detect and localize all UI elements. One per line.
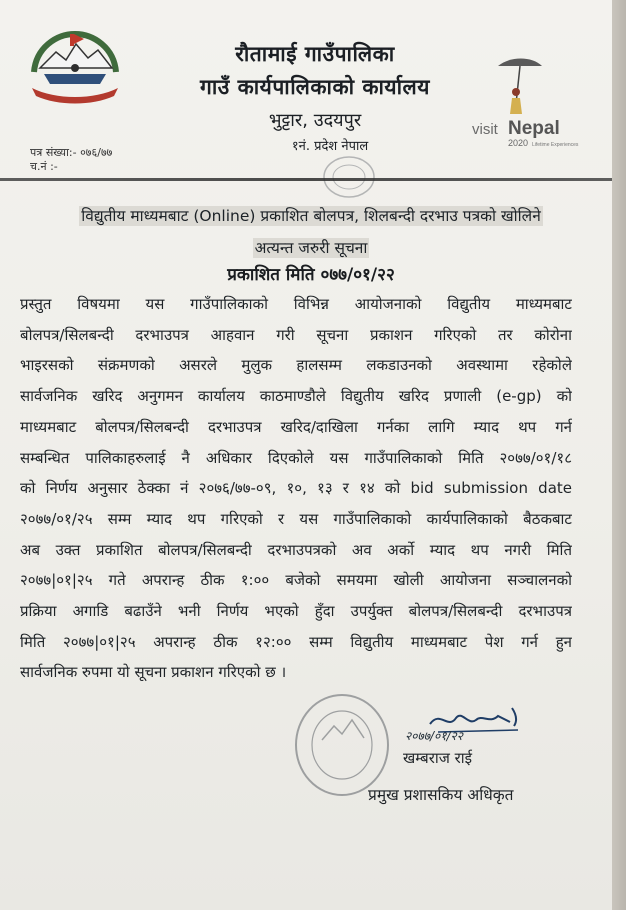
- body-line: अब उक्त प्रकाशित बोलपत्र/सिलबन्दी दरभाउपत्रको अव अर्को म्याद थप नगरी मिति: [20, 540, 572, 559]
- dispatch-number: च.नं :-: [30, 160, 58, 173]
- body-line: माध्यमबाट बोलपत्र/सिलबन्दी दरभाउपत्र खरिद/दाखिला गर्नका लागि म्याद थप गर्न: [20, 417, 572, 436]
- province-name: १नं. प्रदेश नेपाल: [291, 139, 369, 154]
- body-line: प्रक्रिया अगाडि बढाउँने भनी निर्णय भएको हुँदा उपर्युक्त बोलपत्र/सिलबन्दी दरभाउपत्र: [20, 602, 572, 621]
- body-line: प्रस्तुत विषयमा यस गाउँपालिकाको विभिन्न आयोजनाको विद्युतीय माध्यमबाट: [20, 295, 572, 313]
- body-line: मिति २०७७|०१|२५ अपरान्ह ठीक १२:०० सम्म विद्युतीय माध्यमबाट पेश गर्न हुन: [20, 632, 572, 651]
- body-line: सम्बन्धित पालिकाहरुलाई नै अधिकार दिएकोले यस गाउँपालिकाको मिति २०७७/०१/१८: [20, 448, 572, 467]
- office-name: गाउँ कार्यपालिकाको कार्यालय: [200, 75, 430, 99]
- body-line: सार्वजनिक खरिद अनुगमन कार्यालय काठमाण्डौले विद्युतीय खरिद प्रणाली (e-gp) को: [20, 387, 572, 406]
- body-line: भाइरसको संक्रमणको असरले मुलुक हालसम्म लकडाउनको अवस्थामा रहेकोले: [20, 356, 572, 375]
- signatory-designation: प्रमुख प्रशासकिय अधिकृत: [368, 786, 514, 804]
- body-line: को निर्णय अनुसार ठेक्का नं २०७६/७७-०९, १०, १३ र १४ को bid submission date: [20, 479, 572, 498]
- office-address: भुट्टार, उदयपुर: [268, 110, 362, 131]
- page-edge: [612, 0, 626, 910]
- notice-title-line2: अत्यन्त जरुरी सूचना: [254, 239, 368, 257]
- body-line: बोलपत्र/सिलबन्दी दरभाउपत्र आहवान गरी सूचना प्रकाशन गरिएको तर कोरोना: [20, 325, 572, 344]
- nepal-text: Nepal: [508, 118, 560, 139]
- tagline-text: Lifetime Experiences: [532, 142, 579, 148]
- body-line: २०७७/०१/२५ सम्म म्याद थप गरिएको र यस गाउँपालिकाको कार्यपालिकाको बैठकबाट: [20, 509, 572, 528]
- notice-title-line1: विद्युतीय माध्यमबाट (Online) प्रकाशित बोलपत्र, शिलबन्दी दरभाउ पत्रको खोलिने: [81, 207, 541, 225]
- signature-date: २०७७/०१/२२: [405, 729, 464, 743]
- body-line: २०७७|०१|२५ गते अपरान्ह ठीक १:०० बजेको समयमा खोली आयोजना सञ्चालनको: [20, 571, 572, 590]
- notice-title: [30, 200, 592, 264]
- notice-body: [20, 289, 572, 688]
- year-text: 2020: [508, 138, 529, 148]
- office-stamp-icon: [322, 155, 376, 199]
- body-line: सार्वजनिक रुपमा यो सूचना प्रकाशन गरिएको छ ।: [20, 663, 287, 682]
- header-divider: [0, 178, 612, 181]
- reference-number: पत्र संख्या:- ०७६/७७: [30, 146, 113, 159]
- municipality-name: रौतामाई गाउँपालिका: [235, 42, 395, 66]
- visit-nepal-logo: [470, 54, 588, 150]
- signatory-name: खम्बराज राई: [403, 749, 473, 767]
- visit-text: visit: [472, 121, 498, 138]
- published-date: प्रकाशित मिति ०७७/०१/२२: [227, 265, 395, 285]
- nepal-emblem-icon: [26, 28, 124, 106]
